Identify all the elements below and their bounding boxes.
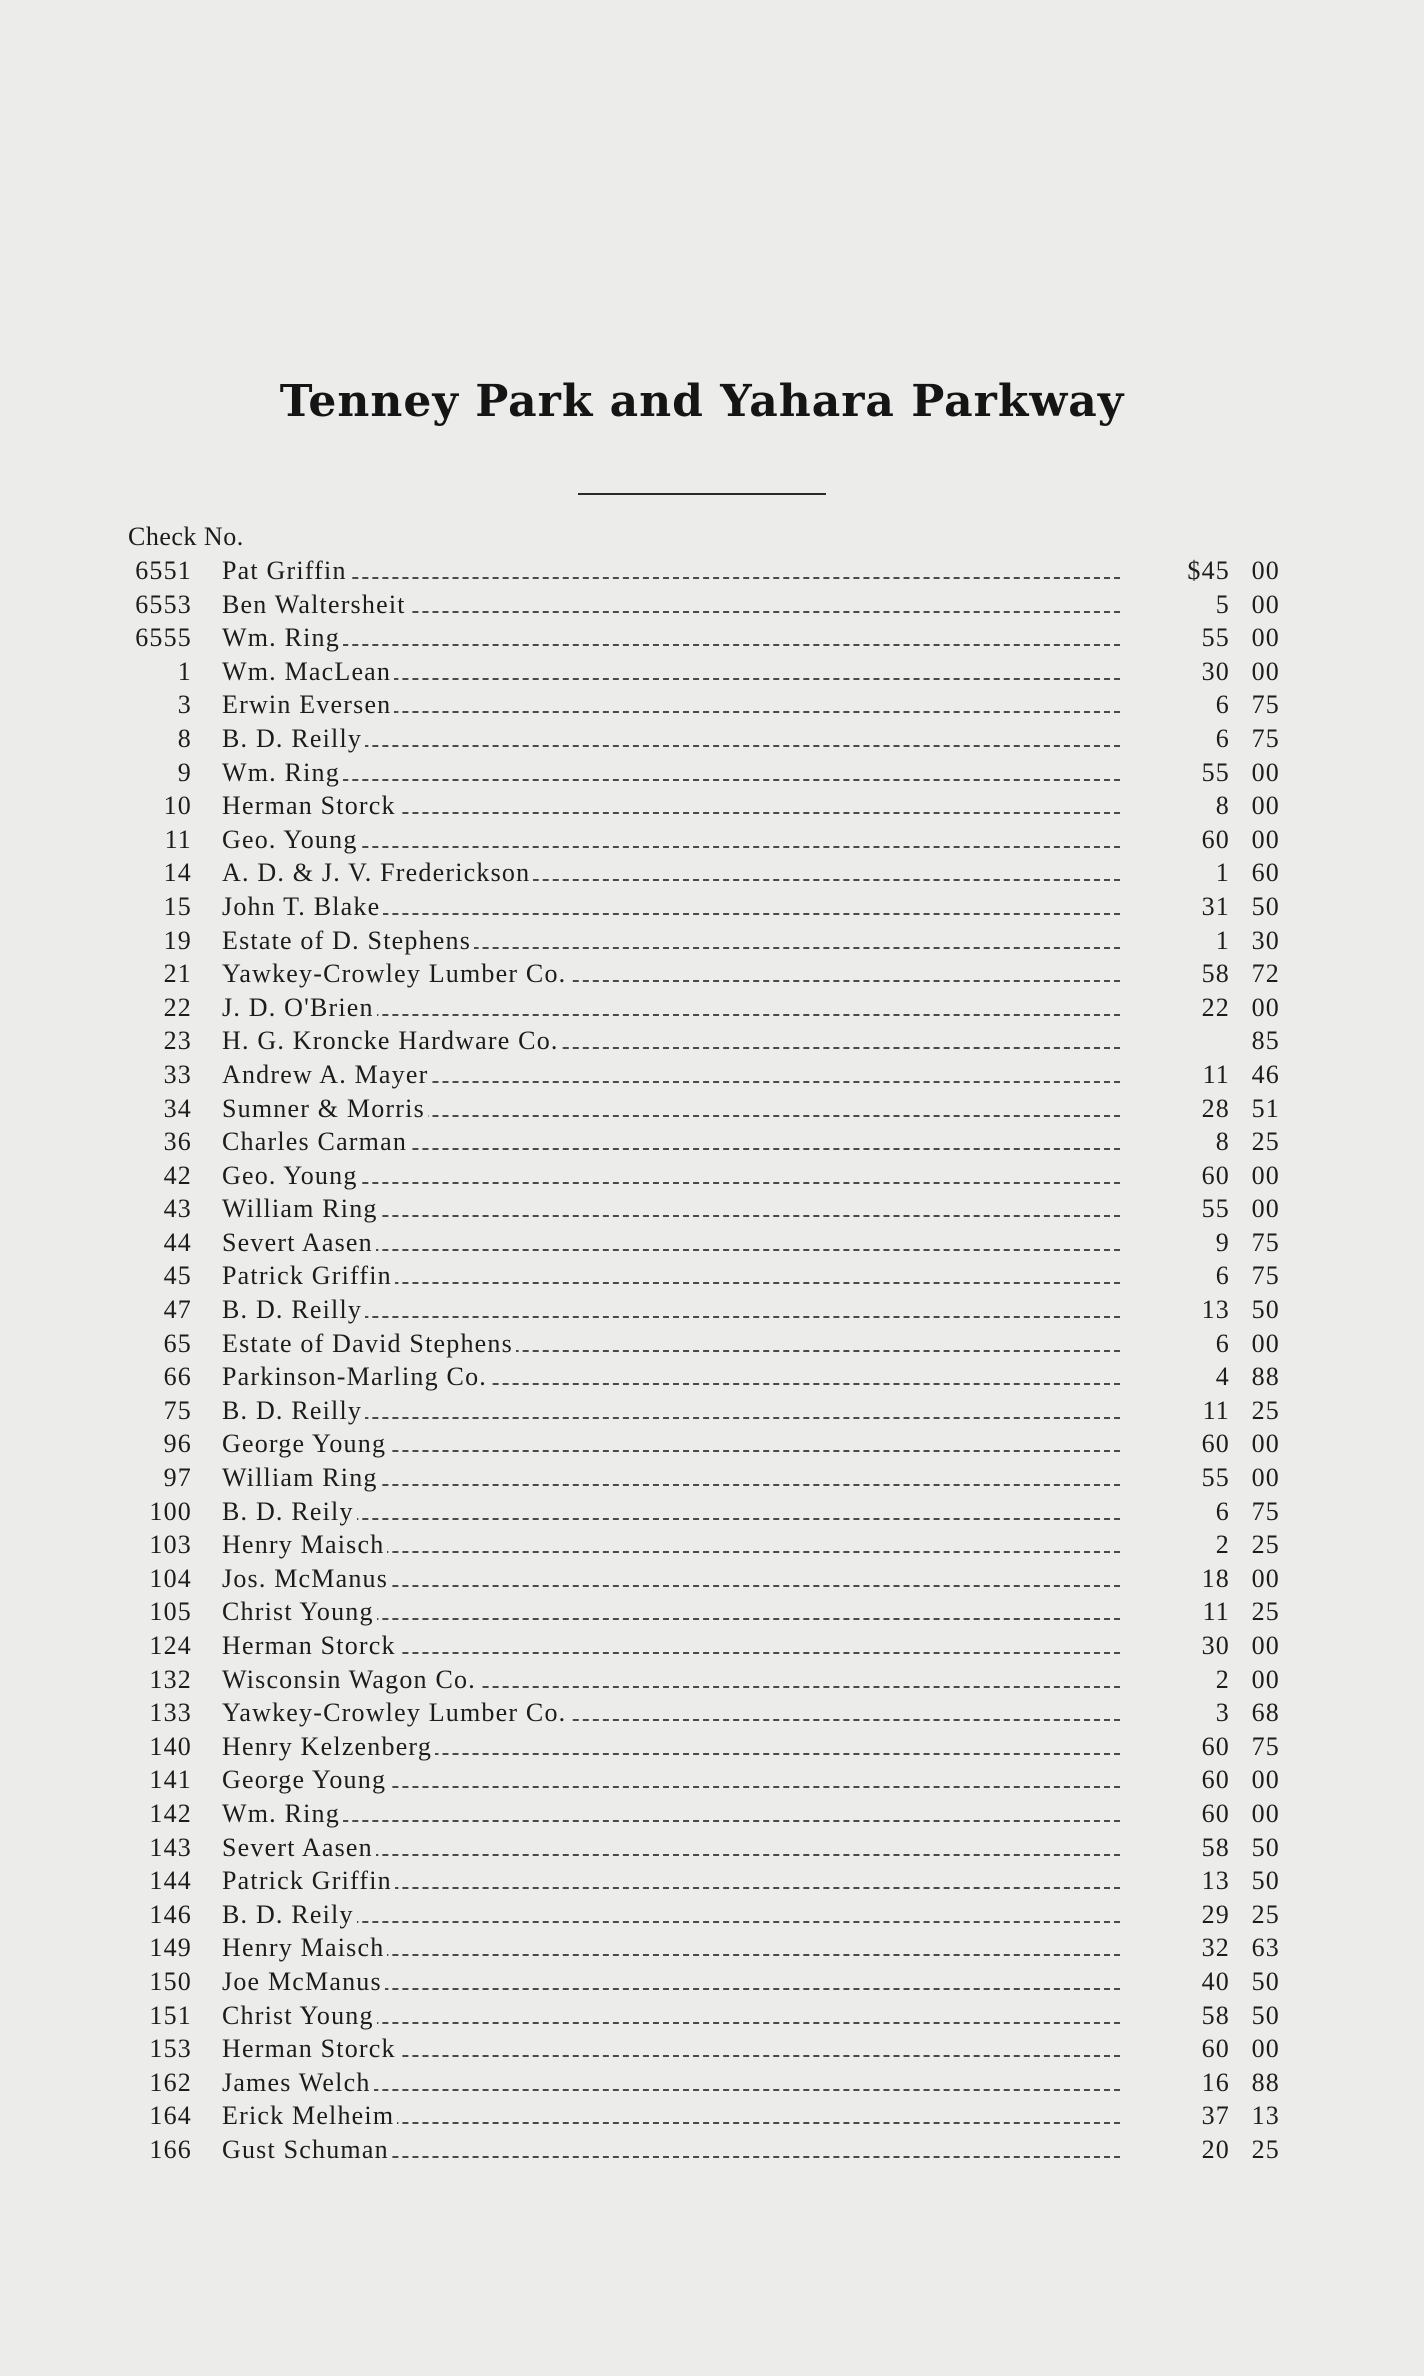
- amount-dollars: 22: [1201, 992, 1230, 1022]
- payee-name-cell: [222, 1058, 1122, 1092]
- ledger-row: [0, 554, 1424, 588]
- payee-name: Sumner & Morris: [222, 1094, 428, 1123]
- check-number: 10: [163, 791, 192, 821]
- check-number: 6553: [135, 589, 192, 619]
- payee-name-cell: [222, 1965, 1122, 1999]
- payee-name-cell: [222, 1495, 1122, 1529]
- amount-cents: 88: [1251, 2067, 1280, 2097]
- payee-name-cell: [222, 1629, 1122, 1663]
- amount-dollars: 60: [1201, 1429, 1230, 1459]
- payee-name-cell: [222, 1327, 1122, 1361]
- ledger-row: [0, 1898, 1424, 1932]
- ledger-row: [0, 1562, 1424, 1596]
- amount-dollars: 20: [1201, 2134, 1230, 2164]
- payee-name: Henry Kelzenberg: [222, 1732, 435, 1761]
- ledger-row: [0, 588, 1424, 622]
- ledger-row: [0, 1394, 1424, 1428]
- check-number: 14: [163, 858, 192, 888]
- check-number: 23: [163, 1026, 192, 1056]
- ledger-row: [0, 1999, 1424, 2033]
- ledger-row: [0, 1864, 1424, 1898]
- payee-name-cell: [222, 789, 1122, 823]
- ledger-row: [0, 1192, 1424, 1226]
- amount-dollars: 55: [1201, 757, 1230, 787]
- amount-dollars: 29: [1201, 1899, 1230, 1929]
- check-number: 8: [177, 723, 192, 753]
- payee-name: Patrick Griffin: [222, 1261, 395, 1290]
- ledger-row: [0, 957, 1424, 991]
- check-number: 153: [149, 2034, 192, 2064]
- amount-cents: 00: [1251, 1563, 1280, 1593]
- payee-name: James Welch: [222, 2068, 374, 2097]
- payee-name-cell: [222, 1663, 1122, 1697]
- amount-cents: 00: [1251, 1160, 1280, 1190]
- check-number: 104: [149, 1563, 192, 1593]
- ledger-row: [0, 1226, 1424, 1260]
- check-number: 42: [163, 1160, 192, 1190]
- amount-cents: 25: [1251, 1597, 1280, 1627]
- ledger-row: [0, 890, 1424, 924]
- amount-cents: 88: [1251, 1362, 1280, 1392]
- payee-name: Patrick Griffin: [222, 1866, 395, 1895]
- payee-name: B. D. Reilly: [222, 724, 365, 753]
- payee-name-cell: [222, 1595, 1122, 1629]
- payee-name-cell: [222, 1831, 1122, 1865]
- amount-dollars: 6: [1215, 723, 1230, 753]
- check-number: 124: [149, 1631, 192, 1660]
- check-number: 140: [149, 1731, 192, 1761]
- payee-name-cell: [222, 924, 1122, 958]
- page-title: Tenney Park and Yahara Parkway: [279, 376, 1125, 427]
- payee-name-cell: [222, 1192, 1122, 1226]
- ledger-row: [0, 621, 1424, 655]
- check-number: 162: [149, 2067, 192, 2097]
- check-number: 9: [177, 757, 192, 787]
- amount-dollars: 60: [1201, 824, 1230, 854]
- ledger-row: [0, 1663, 1424, 1697]
- amount-dollars: 58: [1201, 959, 1230, 989]
- check-number: 21: [163, 959, 192, 989]
- check-number: 143: [149, 1832, 192, 1862]
- column-header: Check No.: [128, 522, 244, 551]
- payee-name: Estate of David Stephens: [222, 1329, 516, 1358]
- ledger-row: [0, 1461, 1424, 1495]
- check-number: 22: [163, 992, 192, 1022]
- amount-cents: 46: [1251, 1059, 1280, 1089]
- ledger-row: [0, 991, 1424, 1025]
- check-number: 65: [163, 1328, 192, 1358]
- payee-name-cell: [222, 1226, 1122, 1260]
- payee-name: John T. Blake: [222, 892, 383, 921]
- amount-dollars: 6: [1215, 1496, 1230, 1526]
- amount-dollars: 55: [1201, 1463, 1230, 1493]
- ledger-row: [0, 789, 1424, 823]
- amount-dollars: 13: [1201, 1866, 1230, 1896]
- amount-cents: 60: [1251, 858, 1280, 888]
- payee-name-cell: [222, 588, 1122, 622]
- payee-name-cell: [222, 2099, 1122, 2133]
- amount-cents: 63: [1251, 1933, 1280, 1963]
- check-number: 33: [163, 1059, 192, 1089]
- amount-dollars: 3: [1215, 1698, 1230, 1728]
- amount-dollars: 58: [1201, 2000, 1230, 2030]
- amount-cents: 00: [1251, 992, 1280, 1022]
- amount-dollars: 60: [1201, 1765, 1230, 1795]
- amount-cents: 00: [1251, 656, 1280, 686]
- ledger-row: [0, 1092, 1424, 1126]
- amount-dollars: 30: [1201, 656, 1230, 686]
- amount-dollars: 55: [1201, 623, 1230, 653]
- payee-name-cell: [222, 722, 1122, 756]
- check-number: 100: [149, 1496, 192, 1526]
- payee-name: Christ Young: [222, 2001, 377, 2030]
- check-number: 47: [163, 1295, 192, 1325]
- check-number: 96: [163, 1429, 192, 1459]
- payee-name-cell: [222, 1999, 1122, 2033]
- check-number: 15: [163, 891, 192, 921]
- payee-name-cell: [222, 1562, 1122, 1596]
- ledger-row: [0, 1696, 1424, 1730]
- amount-cents: 68: [1251, 1698, 1280, 1728]
- ledger-row: [0, 2099, 1424, 2133]
- amount-cents: 13: [1251, 2101, 1280, 2131]
- amount-dollars: 11: [1202, 1395, 1230, 1425]
- check-number: 6551: [135, 556, 192, 585]
- ledger-row: [0, 1528, 1424, 1562]
- amount-dollars: 18: [1201, 1563, 1230, 1593]
- payee-name: Severt Aasen: [222, 1228, 376, 1257]
- amount-cents: 25: [1251, 1530, 1280, 1560]
- amount-dollars: 60: [1201, 1160, 1230, 1190]
- ledger-row: [0, 2032, 1424, 2066]
- check-number: 45: [163, 1261, 192, 1291]
- amount-cents: 50: [1251, 2000, 1280, 2030]
- payee-name-cell: [222, 856, 1122, 890]
- amount-dollars: 60: [1201, 1731, 1230, 1761]
- check-number: 36: [163, 1127, 192, 1157]
- amount-cents: 50: [1251, 1966, 1280, 1996]
- amount-dollars: 60: [1201, 1798, 1230, 1828]
- amount-cents: 00: [1251, 2034, 1280, 2064]
- amount-dollars: 6: [1215, 1328, 1230, 1358]
- payee-name: Herman Storck: [222, 2034, 399, 2063]
- amount-cents: 00: [1251, 791, 1280, 821]
- amount-dollars: 2: [1215, 1664, 1230, 1694]
- ledger-row: [0, 1831, 1424, 1865]
- amount-cents: 25: [1251, 1127, 1280, 1157]
- payee-name-cell: [222, 2066, 1122, 2100]
- payee-name-cell: [222, 655, 1122, 689]
- check-number: 132: [149, 1664, 192, 1694]
- amount-dollars: 8: [1215, 1127, 1230, 1157]
- ledger-row: [0, 1259, 1424, 1293]
- payee-name: B. D. Reilly: [222, 1295, 365, 1324]
- amount-cents: 00: [1251, 1194, 1280, 1224]
- payee-name: Erick Melheim: [222, 2101, 397, 2130]
- amount-cents: 25: [1251, 2134, 1280, 2164]
- check-number: 133: [149, 1698, 192, 1728]
- check-number: 103: [149, 1530, 192, 1560]
- payee-name: Parkinson-Marling Co.: [222, 1362, 490, 1391]
- check-number: 97: [163, 1463, 192, 1493]
- ledger-row: [0, 1327, 1424, 1361]
- payee-name-cell: [222, 756, 1122, 790]
- payee-name-cell: [222, 1730, 1122, 1764]
- check-number: 146: [149, 1899, 192, 1929]
- payee-name: Charles Carman: [222, 1127, 410, 1156]
- amount-cents: 00: [1251, 589, 1280, 619]
- amount-dollars: 6: [1215, 1261, 1230, 1291]
- ledger-row: [0, 1360, 1424, 1394]
- amount-cents: 00: [1251, 757, 1280, 787]
- payee-name: Geo. Young: [222, 825, 361, 854]
- payee-name: George Young: [222, 1429, 389, 1458]
- check-number: 34: [163, 1093, 192, 1123]
- amount-cents: 25: [1251, 1395, 1280, 1425]
- amount-cents: 00: [1251, 1631, 1280, 1660]
- amount-dollars: $45: [1187, 556, 1230, 585]
- payee-name: Wm. Ring: [222, 1799, 343, 1828]
- check-number: 166: [149, 2134, 192, 2164]
- payee-name: Herman Storck: [222, 1631, 399, 1660]
- check-number: 66: [163, 1362, 192, 1392]
- payee-name: J. D. O'Brien: [222, 993, 377, 1022]
- ledger-row: [0, 1965, 1424, 1999]
- payee-name: Jos. McManus: [222, 1564, 391, 1593]
- amount-dollars: 58: [1201, 1832, 1230, 1862]
- payee-name: Ben Waltersheit: [222, 590, 409, 619]
- amount-cents: 85: [1251, 1026, 1280, 1056]
- payee-name: Yawkey-Crowley Lumber Co.: [222, 959, 569, 988]
- amount-dollars: 11: [1202, 1597, 1230, 1627]
- amount-dollars: 2: [1215, 1530, 1230, 1560]
- ledger-row: [0, 1797, 1424, 1831]
- ledger-row: [0, 2133, 1424, 2167]
- amount-cents: 00: [1251, 824, 1280, 854]
- check-number: 141: [149, 1765, 192, 1795]
- payee-name: William Ring: [222, 1194, 381, 1223]
- payee-name-cell: [222, 1293, 1122, 1327]
- payee-name-cell: [222, 1864, 1122, 1898]
- check-number: 164: [149, 2101, 192, 2131]
- ledger-row: [0, 688, 1424, 722]
- amount-dollars: 40: [1201, 1966, 1230, 1996]
- ledger-row: [0, 2066, 1424, 2100]
- payee-name-cell: [222, 621, 1122, 655]
- amount-dollars: 13: [1201, 1295, 1230, 1325]
- amount-dollars: 28: [1201, 1093, 1230, 1123]
- payee-name-cell: [222, 1696, 1122, 1730]
- ledger-row: [0, 1495, 1424, 1529]
- ledger-row: [0, 924, 1424, 958]
- ledger-row: [0, 1024, 1424, 1058]
- check-number: 149: [149, 1933, 192, 1963]
- payee-name: Pat Griffin: [222, 556, 350, 585]
- amount-cents: 30: [1251, 925, 1280, 955]
- payee-name: Andrew A. Mayer: [222, 1060, 431, 1089]
- check-number: 11: [164, 824, 192, 854]
- payee-name-cell: [222, 1159, 1122, 1193]
- amount-cents: 75: [1251, 1731, 1280, 1761]
- payee-name-cell: [222, 1461, 1122, 1495]
- amount-cents: 00: [1251, 1463, 1280, 1493]
- amount-cents: 25: [1251, 1899, 1280, 1929]
- ledger-row: [0, 1931, 1424, 1965]
- payee-name-cell: [222, 1763, 1122, 1797]
- payee-name-cell: [222, 1092, 1122, 1126]
- payee-name: Gust Schuman: [222, 2135, 392, 2164]
- payee-name: A. D. & J. V. Frederickson: [222, 858, 533, 887]
- ledger-row: [0, 756, 1424, 790]
- amount-dollars: 37: [1201, 2101, 1230, 2131]
- payee-name: Wisconsin Wagon Co.: [222, 1665, 479, 1694]
- payee-name-cell: [222, 1024, 1122, 1058]
- payee-name: Herman Storck: [222, 791, 399, 820]
- payee-name-cell: [222, 1125, 1122, 1159]
- payee-name-cell: [222, 688, 1122, 722]
- amount-cents: 75: [1251, 1261, 1280, 1291]
- payee-name-cell: [222, 957, 1122, 991]
- payee-name-cell: [222, 1394, 1122, 1428]
- payee-name-cell: [222, 823, 1122, 857]
- amount-dollars: 9: [1215, 1227, 1230, 1257]
- check-number: 144: [149, 1866, 192, 1896]
- amount-cents: 75: [1251, 690, 1280, 720]
- amount-dollars: 1: [1215, 925, 1230, 955]
- check-number: 142: [149, 1798, 192, 1828]
- amount-dollars: 11: [1202, 1059, 1230, 1089]
- payee-name-cell: [222, 1931, 1122, 1965]
- payee-name-cell: [222, 1797, 1122, 1831]
- ledger-row: [0, 722, 1424, 756]
- amount-cents: 75: [1251, 723, 1280, 753]
- ledger-row: [0, 1730, 1424, 1764]
- title-rule: [578, 493, 826, 495]
- amount-cents: 00: [1251, 1664, 1280, 1694]
- check-number: 6555: [135, 623, 192, 653]
- amount-cents: 75: [1251, 1227, 1280, 1257]
- payee-name-cell: [222, 2133, 1122, 2167]
- payee-name: Wm. Ring: [222, 623, 343, 652]
- payee-name: Henry Maisch: [222, 1933, 387, 1962]
- ledger-list: [0, 554, 1424, 2167]
- ledger-row: [0, 1159, 1424, 1193]
- amount-dollars: 8: [1215, 791, 1230, 821]
- ledger-row: [0, 1595, 1424, 1629]
- amount-dollars: 32: [1201, 1933, 1230, 1963]
- payee-name: H. G. Kroncke Hardware Co.: [222, 1026, 562, 1055]
- amount-dollars: 1: [1215, 858, 1230, 888]
- payee-name: Christ Young: [222, 1597, 377, 1626]
- check-number: 43: [163, 1194, 192, 1224]
- payee-name: Wm. Ring: [222, 758, 343, 787]
- payee-name: William Ring: [222, 1463, 381, 1492]
- amount-cents: 50: [1251, 1295, 1280, 1325]
- check-number: 3: [177, 690, 192, 720]
- check-number: 44: [163, 1227, 192, 1257]
- payee-name: Henry Maisch: [222, 1530, 387, 1559]
- payee-name-cell: [222, 1360, 1122, 1394]
- amount-cents: 00: [1251, 1429, 1280, 1459]
- amount-dollars: 16: [1201, 2067, 1230, 2097]
- check-number: 151: [149, 2000, 192, 2030]
- amount-cents: 50: [1251, 891, 1280, 921]
- payee-name-cell: [222, 554, 1122, 588]
- amount-dollars: 6: [1215, 690, 1230, 720]
- payee-name-cell: [222, 2032, 1122, 2066]
- check-number: 105: [149, 1597, 192, 1627]
- amount-cents: 50: [1251, 1866, 1280, 1896]
- ledger-row: [0, 655, 1424, 689]
- payee-name: Erwin Eversen: [222, 690, 394, 719]
- payee-name: Severt Aasen: [222, 1833, 376, 1862]
- check-number: 1: [177, 656, 192, 686]
- ledger-row: [0, 856, 1424, 890]
- amount-dollars: 31: [1201, 891, 1230, 921]
- amount-dollars: 5: [1215, 589, 1230, 619]
- amount-cents: 00: [1251, 556, 1280, 585]
- check-number: 75: [163, 1395, 192, 1425]
- payee-name-cell: [222, 991, 1122, 1025]
- payee-name: Wm. MacLean: [222, 657, 394, 686]
- ledger-row: [0, 1629, 1424, 1663]
- amount-cents: 75: [1251, 1496, 1280, 1526]
- amount-dollars: 4: [1215, 1362, 1230, 1392]
- amount-cents: 50: [1251, 1832, 1280, 1862]
- amount-dollars: 60: [1201, 2034, 1230, 2064]
- check-number: 19: [163, 925, 192, 955]
- ledger-row: [0, 1293, 1424, 1327]
- payee-name-cell: [222, 1898, 1122, 1932]
- payee-name: B. D. Reilly: [222, 1396, 365, 1425]
- payee-name-cell: [222, 1528, 1122, 1562]
- payee-name: Estate of D. Stephens: [222, 926, 474, 955]
- check-number: 150: [149, 1966, 192, 1996]
- amount-cents: 51: [1251, 1093, 1280, 1123]
- ledger-row: [0, 1763, 1424, 1797]
- amount-cents: 00: [1251, 1765, 1280, 1795]
- payee-name: Geo. Young: [222, 1161, 361, 1190]
- amount-cents: 00: [1251, 1798, 1280, 1828]
- payee-name-cell: [222, 1427, 1122, 1461]
- payee-name-cell: [222, 890, 1122, 924]
- payee-name: Joe McManus: [222, 1967, 385, 1996]
- payee-name-cell: [222, 1259, 1122, 1293]
- ledger-row: [0, 1058, 1424, 1092]
- amount-dollars: 30: [1201, 1631, 1230, 1660]
- payee-name: George Young: [222, 1765, 389, 1794]
- amount-cents: 00: [1251, 623, 1280, 653]
- ledger-row: [0, 1125, 1424, 1159]
- amount-cents: 00: [1251, 1328, 1280, 1358]
- amount-cents: 72: [1251, 959, 1280, 989]
- amount-dollars: 55: [1201, 1194, 1230, 1224]
- payee-name: B. D. Reily: [222, 1497, 357, 1526]
- payee-name: B. D. Reily: [222, 1900, 357, 1929]
- ledger-row: [0, 823, 1424, 857]
- ledger-row: [0, 1427, 1424, 1461]
- payee-name: Yawkey-Crowley Lumber Co.: [222, 1698, 569, 1727]
